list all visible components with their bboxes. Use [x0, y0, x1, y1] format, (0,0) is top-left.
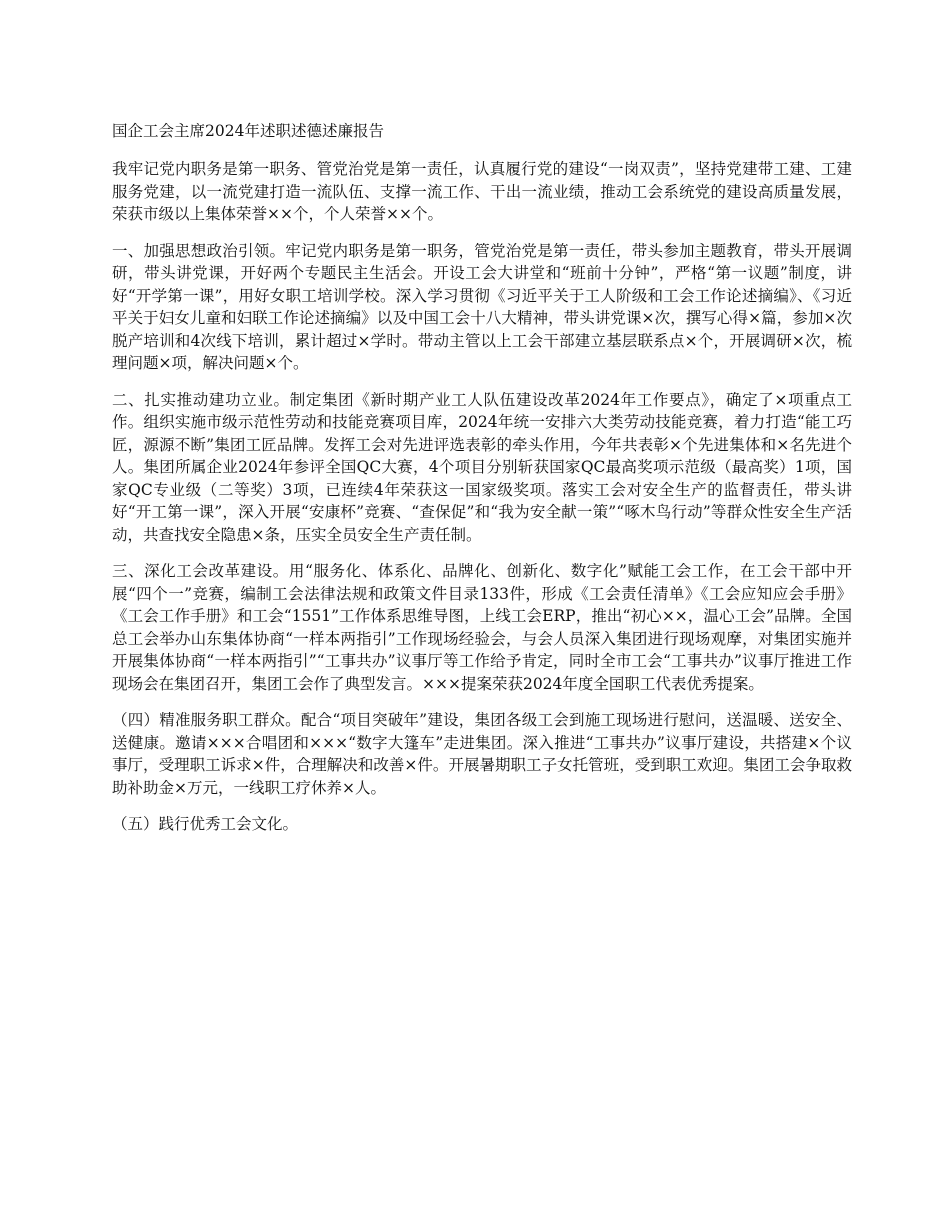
paragraph-section-1: 一、加强思想政治引领。牢记党内职务是第一职务，管党治党是第一责任，带头参加主题教育，带头开展调研，带头讲党课，开好两个专题民主生活会。开设工会大讲堂和“班前十分钟”，严格“第一议题”制度，讲好“开学第一课”，用好女职工培训学校。深入学习贯彻《习近平关于工人阶级和工会工作论述摘编》、《习近平关于妇女儿童和妇联工作论述摘编》以及中国工会十八大精神，带头讲党课×次，撰写心得×篇，参加×次脱产培训和4次线下培训，累计超过×学时。带动主管以上工会干部建立基层联系点×个，开展调研×次，梳理问题×项，解决问题×个。: [112, 241, 852, 372]
paragraph-section-3: 三、深化工会改革建设。用“服务化、体系化、品牌化、创新化、数字化”赋能工会工作，在工会干部中开展“四个一”竞赛，编制工会法律法规和政策文件目录133件，形成《工会责任清单》《工会应知应会手册》《工会工作手册》和工会“1551”工作体系思维导图，上线工会ERP，推出“初心××，温心工会”品牌。全国总工会举办山东集体协商“一样本两指引”工作现场经验会，与会人员深入集团进行现场观摩，对集团实施并开展集体协商“一样本两指引”“工事共办”议事厅等工作给予肯定，同时全市工会“工事共办”议事厅推进工作现场会在集团召开，集团工会作了典型发言。×××提案荣获2024年度全国职工代表优秀提案。: [112, 562, 852, 693]
paragraph-section-2: 二、扎实推动建功立业。制定集团《新时期产业工人队伍建设改革2024年工作要点》，确定了×项重点工作。组织实施市级示范性劳动和技能竞赛项目库，2024年统一安排六大类劳动技能竞赛，着力打造“能工巧匠，源源不断”集团工匠品牌。发挥工会对先进评选表彰的牵头作用，今年共表彰×个先进集体和×名先进个人。集团所属企业2024年参评全国QC大赛，4个项目分别斩获国家QC最高奖项示范级（最高奖）1项，国家QC专业级（二等奖）3项，已连续4年荣获这一国家级奖项。落实工会对安全生产的监督责任，带头讲好“开工第一课”，深入开展“安康杯”竞赛、“查保促”和“我为安全献一策”“啄木鸟行动”等群众性安全生产活动，共查找安全隐患×条，压实全员安全生产责任制。: [112, 390, 852, 544]
paragraph-section-4: （四）精准服务职工群众。配合“项目突破年”建设，集团各级工会到施工现场进行慰问，送温暖、送安全、送健康。邀请×××合唱团和×××“数字大篷车”走进集团。深入推进“工事共办”议事厅建设，共搭建×个议事厅，受理职工诉求×件，合理解决和改善×件。开展暑期职工子女托管班，受到职工欢迎。集团工会争取救助补助金×万元，一线职工疗休养×人。: [112, 711, 852, 797]
document-page: [112, 120, 852, 850]
paragraph-intro: 我牢记党内职务是第一职务、管党治党是第一责任，认真履行党的建设“一岗双责”，坚持党建带工建、工建服务党建，以一流党建打造一流队伍、支撑一流工作、干出一流业绩，推动工会系统党的建设高质量发展，荣获市级以上集体荣誉××个，个人荣誉××个。: [112, 160, 852, 223]
document-title: 国企工会主席2024年述职述德述廉报告: [112, 122, 384, 140]
paragraph-section-5: （五）践行优秀工会文化。: [112, 815, 299, 833]
